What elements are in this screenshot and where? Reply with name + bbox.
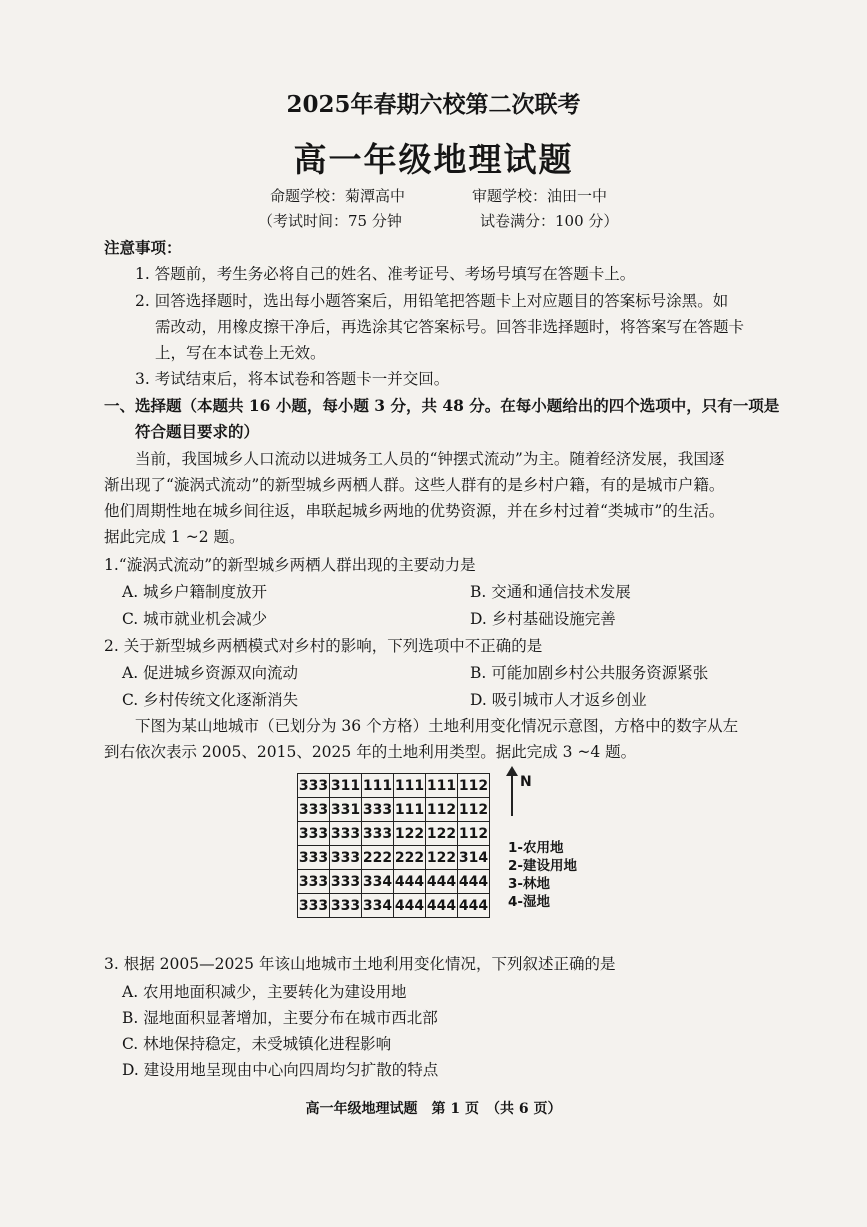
grid-cell: 334 xyxy=(362,870,394,894)
land-use-grid xyxy=(297,773,490,918)
passage-line: 渐出现了“漩涡式流动”的新型城乡两栖人群。这些人群有的是乡村户籍，有的是城市户籍。 xyxy=(104,476,725,494)
notice-item: 上，写在本试卷上无效。 xyxy=(155,344,326,362)
grid-cell: 444 xyxy=(426,870,458,894)
notice-item: 需改动，用橡皮擦干净后，再选涂其它答案标号。回答非选择题时，将答案写在答题卡 xyxy=(155,318,745,336)
q3-option-b: B. 湿地面积显著增加，主要分布在城市西北部 xyxy=(122,1009,438,1027)
grid-cell: 333 xyxy=(362,822,394,846)
grid-cell: 111 xyxy=(426,774,458,798)
grid-row xyxy=(298,798,490,822)
grid-cell: 311 xyxy=(330,774,362,798)
grid-cell: 444 xyxy=(394,894,426,918)
grid-cell: 314 xyxy=(458,846,490,870)
grid-cell: 333 xyxy=(298,894,330,918)
grid-row xyxy=(298,870,490,894)
passage-line: 当前，我国城乡人口流动以进城务工人员的“钟摆式流动”为主。随着经济发展，我国逐 xyxy=(135,450,725,468)
q1-option-a: A. 城乡户籍制度放开 xyxy=(122,583,268,601)
grid-cell: 444 xyxy=(458,870,490,894)
exam-time: （考试时间：75 分钟 xyxy=(258,212,402,230)
q1-option-c: C. 城市就业机会减少 xyxy=(122,610,268,628)
grid-cell: 333 xyxy=(298,870,330,894)
q3-option-c: C. 林地保持稳定，未受城镇化进程影响 xyxy=(122,1035,392,1053)
grid-cell: 112 xyxy=(458,774,490,798)
grid-row xyxy=(298,894,490,918)
grid-cell: 333 xyxy=(362,798,394,822)
grid-cell: 111 xyxy=(394,774,426,798)
grid-cell: 333 xyxy=(298,774,330,798)
legend-item: 1-农用地 xyxy=(508,840,564,856)
grid-cell: 112 xyxy=(458,798,490,822)
north-label: N xyxy=(520,774,532,790)
grid-cell: 444 xyxy=(426,894,458,918)
north-arrow-icon xyxy=(511,770,513,816)
grid-cell: 333 xyxy=(330,822,362,846)
page-title: 高一年级地理试题 xyxy=(293,140,574,179)
grid-cell: 333 xyxy=(330,870,362,894)
grid-cell: 122 xyxy=(426,822,458,846)
legend-item: 4-湿地 xyxy=(508,894,550,910)
exam-score: 试卷满分：100 分） xyxy=(480,212,619,230)
legend-item: 2-建设用地 xyxy=(508,858,577,874)
grid-cell: 333 xyxy=(298,798,330,822)
q2-option-d: D. 吸引城市人才返乡创业 xyxy=(470,691,647,709)
reviewer-school: 审题学校：油田一中 xyxy=(472,187,608,205)
passage-line: 到右依次表示 2005、2015、2025 年的土地利用类型。据此完成 3 ~4 题。 xyxy=(104,743,637,761)
grid-cell: 122 xyxy=(426,846,458,870)
grid-cell: 444 xyxy=(394,870,426,894)
grid-cell: 333 xyxy=(298,846,330,870)
grid-row xyxy=(298,846,490,870)
grid-cell: 333 xyxy=(298,822,330,846)
grid-cell: 111 xyxy=(394,798,426,822)
notice-item: 2. 回答选择题时，选出每小题答案后，用铅笔把答题卡上对应题目的答案标号涂黑。如 xyxy=(135,292,729,310)
grid-cell: 444 xyxy=(458,894,490,918)
grid-row xyxy=(298,774,490,798)
passage-line: 他们周期性地在城乡间往返，串联起城乡两地的优势资源，并在乡村过着“类城市”的生活。 xyxy=(104,502,725,520)
section-heading: 一、选择题（本题共 16 小题，每小题 3 分，共 48 分。在每小题给出的四个选项中，只有一项是 xyxy=(104,396,780,415)
grid-cell: 331 xyxy=(330,798,362,822)
notice-heading: 注意事项： xyxy=(104,238,182,257)
grid-cell: 122 xyxy=(394,822,426,846)
grid-cell: 112 xyxy=(458,822,490,846)
grid-row xyxy=(298,822,490,846)
q2-option-c: C. 乡村传统文化逐渐消失 xyxy=(122,691,299,709)
grid-cell: 222 xyxy=(394,846,426,870)
passage-line: 据此完成 1 ~2 题。 xyxy=(104,528,245,546)
page-footer: 高一年级地理试题 第 1 页 （共 6 页） xyxy=(305,1101,562,1117)
notice-item: 3. 考试结束后，将本试卷和答题卡一并交回。 xyxy=(135,370,450,388)
question-3-stem: 3. 根据 2005—2025 年该山地城市土地利用变化情况，下列叙述正确的是 xyxy=(104,955,616,973)
q1-option-d: D. 乡村基础设施完善 xyxy=(470,610,616,628)
grid-cell: 334 xyxy=(362,894,394,918)
q2-option-b: B. 可能加剧乡村公共服务资源紧张 xyxy=(470,664,709,682)
notice-item: 1. 答题前，考生务必将自己的姓名、准考证号、考场号填写在答题卡上。 xyxy=(135,265,636,283)
grid-cell: 333 xyxy=(330,846,362,870)
grid-cell: 222 xyxy=(362,846,394,870)
q3-option-a: A. 农用地面积减少，主要转化为建设用地 xyxy=(122,983,407,1001)
legend-item: 3-林地 xyxy=(508,876,550,892)
q2-option-a: A. 促进城乡资源双向流动 xyxy=(122,664,299,682)
section-heading-cont: 符合题目要求的） xyxy=(135,422,260,441)
proposer-school: 命题学校：菊潭高中 xyxy=(270,187,406,205)
question-1-stem: 1.“漩涡式流动”的新型城乡两栖人群出现的主要动力是 xyxy=(104,556,476,574)
grid-cell: 111 xyxy=(362,774,394,798)
grid-cell: 333 xyxy=(330,894,362,918)
grid-cell: 112 xyxy=(426,798,458,822)
passage-line: 下图为某山地城市（已划分为 36 个方格）土地利用变化情况示意图，方格中的数字从左 xyxy=(135,717,739,735)
q1-option-b: B. 交通和通信技术发展 xyxy=(470,583,631,601)
exam-name: 2025年春期六校第二次联考 xyxy=(286,91,581,118)
q3-option-d: D. 建设用地呈现由中心向四周均匀扩散的特点 xyxy=(122,1061,439,1079)
question-2-stem: 2. 关于新型城乡两栖模式对乡村的影响，下列选项中不正确的是 xyxy=(104,637,543,655)
